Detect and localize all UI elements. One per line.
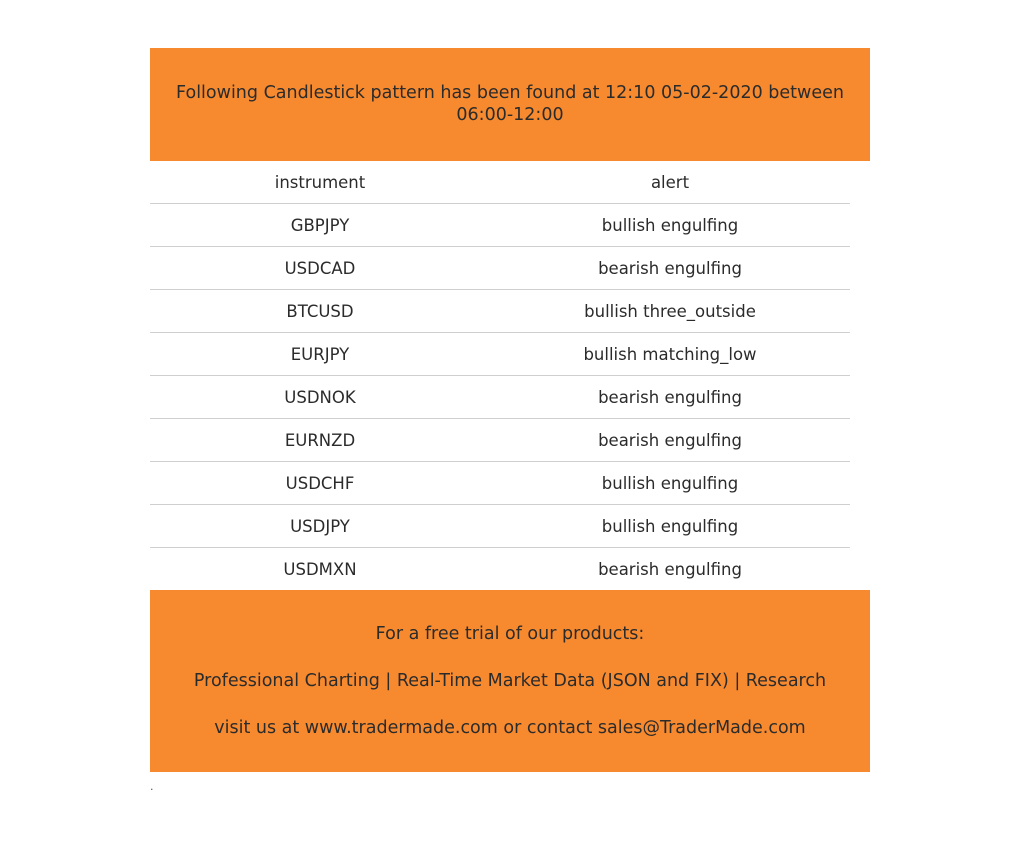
table-row bbox=[150, 376, 850, 419]
instrument-cell: EURNZD bbox=[150, 419, 490, 462]
instrument-cell: USDCHF bbox=[150, 462, 490, 505]
alert-cell: bullish engulfing bbox=[490, 204, 850, 247]
table-row bbox=[150, 462, 850, 505]
alert-cell: bearish engulfing bbox=[598, 559, 742, 579]
header-message: Following Candlestick pattern has been found at 12:10 05-02-2020 between 06:00-12:00 bbox=[176, 83, 844, 125]
table-row bbox=[150, 419, 850, 462]
column-header-alert: alert bbox=[490, 161, 850, 204]
alert-cell: bullish engulfing bbox=[490, 462, 850, 505]
instrument-cell: USDCAD bbox=[150, 247, 490, 290]
contact-text: visit us at www.tradermade.com or contact sales@TraderMade.com bbox=[214, 718, 806, 738]
free-trial-text: For a free trial of our products: bbox=[375, 624, 645, 644]
email-body bbox=[150, 48, 870, 772]
table-row bbox=[150, 204, 850, 247]
promo-footer bbox=[150, 590, 870, 772]
alert-cell: bullish engulfing bbox=[490, 505, 850, 548]
table-row bbox=[150, 333, 850, 376]
alert-cell: bearish engulfing bbox=[490, 247, 850, 290]
alert-header bbox=[150, 48, 870, 161]
products-text: Professional Charting | Real-Time Market Data (JSON and FIX) | Research bbox=[193, 671, 827, 691]
alert-cell: bearish engulfing bbox=[490, 419, 850, 462]
alert-cell: bearish engulfing bbox=[490, 376, 850, 419]
table-row bbox=[150, 290, 850, 333]
table-row bbox=[150, 247, 850, 290]
alert-cell: bullish three_outside bbox=[490, 290, 850, 333]
instrument-cell: USDMXN bbox=[283, 559, 357, 579]
trailing-mark: . bbox=[150, 780, 154, 793]
table-row bbox=[150, 505, 850, 548]
table-header-row bbox=[150, 161, 850, 204]
instrument-cell: USDJPY bbox=[150, 505, 490, 548]
instrument-cell: BTCUSD bbox=[150, 290, 490, 333]
alerts-table bbox=[150, 161, 850, 590]
column-header-instrument: instrument bbox=[150, 161, 490, 204]
instrument-cell: EURJPY bbox=[150, 333, 490, 376]
instrument-cell: USDNOK bbox=[150, 376, 490, 419]
alert-cell: bullish matching_low bbox=[490, 333, 850, 376]
instrument-cell: GBPJPY bbox=[150, 204, 490, 247]
table-row bbox=[150, 548, 850, 591]
